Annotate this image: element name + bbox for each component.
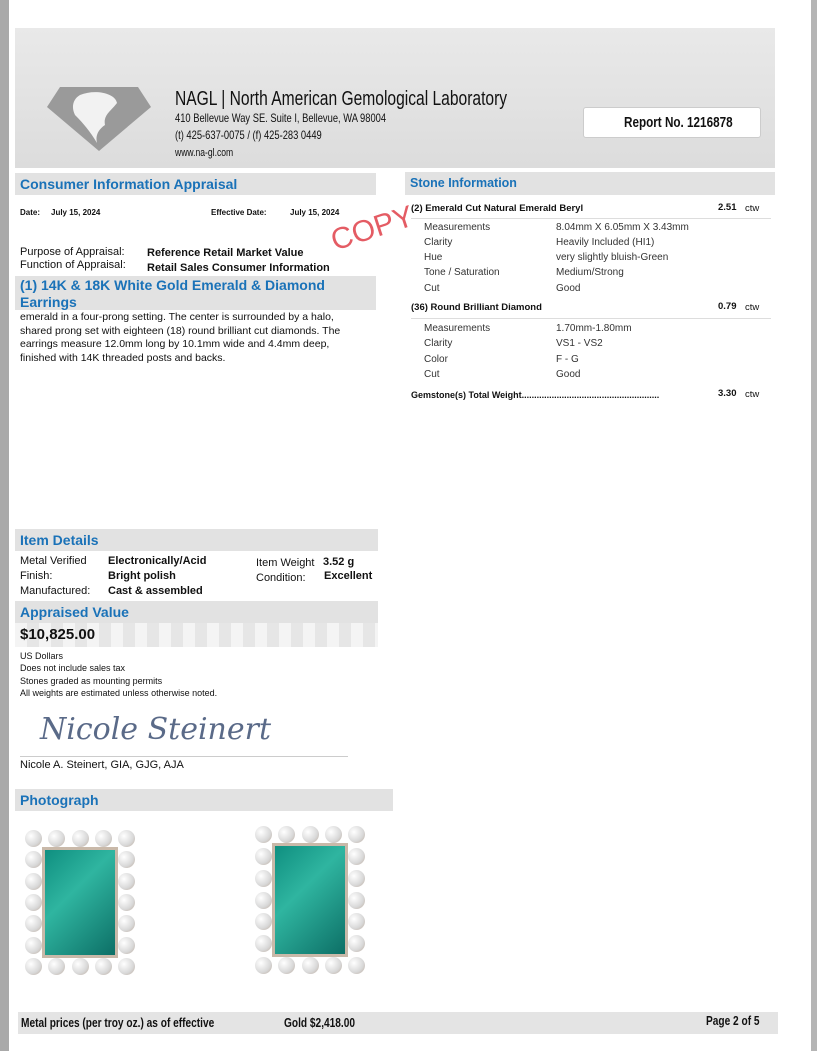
gold-price: Gold $2,418.00 xyxy=(284,1015,356,1030)
appraised-value-header: Appraised Value xyxy=(15,601,378,623)
halo-diamond xyxy=(348,935,365,952)
metal-prices-label: Metal prices (per troy oz.) as of effective xyxy=(21,1015,215,1030)
scan-edge-right xyxy=(811,0,817,1051)
description-line: emerald in a four-prong setting. The center is surrounded by a halo, xyxy=(20,311,334,323)
spec-value: Medium/Strong xyxy=(556,267,624,278)
halo-diamond xyxy=(348,870,365,887)
divider xyxy=(411,218,771,219)
spec-label: Tone / Saturation xyxy=(424,267,500,278)
value-note: Stones graded as mounting permits xyxy=(20,675,163,686)
halo-diamond xyxy=(348,892,365,909)
finish-label: Finish: xyxy=(20,570,53,582)
finish-value: Bright polish xyxy=(108,570,176,582)
lab-website[interactable]: www.na-gl.com xyxy=(175,147,234,159)
halo-diamond xyxy=(118,894,135,911)
item-weight-label: Item Weight xyxy=(256,557,315,569)
value-note: All weights are estimated unless otherwise noted. xyxy=(20,687,218,698)
signature: Nicole Steinert xyxy=(40,712,272,747)
spec-value: very slightly bluish-Green xyxy=(556,252,669,263)
spec-label: Measurements xyxy=(424,323,491,334)
stone-group-name: (36) Round Brilliant Diamond xyxy=(411,302,542,313)
halo-diamond xyxy=(255,870,272,887)
halo-diamond xyxy=(278,957,295,974)
description-line: earrings measure 12.0mm long by 10.1mm wide and 4.4mm deep, xyxy=(20,338,330,350)
halo-diamond xyxy=(302,826,319,843)
halo-diamond xyxy=(118,958,135,975)
halo-diamond xyxy=(25,958,42,975)
stone-group-unit: ctw xyxy=(745,203,760,214)
halo-diamond xyxy=(255,935,272,952)
spec-label: Clarity xyxy=(424,237,453,248)
halo-diamond xyxy=(118,873,135,890)
halo-diamond xyxy=(95,830,112,847)
spec-label: Color xyxy=(424,354,448,365)
halo-diamond xyxy=(48,830,65,847)
scan-edge-left xyxy=(0,0,9,1051)
halo-diamond xyxy=(118,830,135,847)
spec-label: Hue xyxy=(424,252,443,263)
halo-diamond xyxy=(25,830,42,847)
appraiser-name: Nicole A. Steinert, GIA, GJG, AJA xyxy=(20,759,184,771)
halo-diamond xyxy=(255,957,272,974)
spec-label: Clarity xyxy=(424,338,453,349)
lab-phone: (t) 425-637-0075 / (f) 425-283 0449 xyxy=(175,128,322,142)
date-label: Date: xyxy=(20,208,41,217)
item-weight-value: 3.52 g xyxy=(323,556,355,568)
lab-name: NAGL | North American Gemological Laboratory xyxy=(175,88,508,110)
halo-diamond xyxy=(95,958,112,975)
appraised-value-amount: $10,825.00 xyxy=(20,626,96,643)
halo-diamond xyxy=(255,826,272,843)
manufactured-value: Cast & assembled xyxy=(108,585,203,597)
total-weight-value: 3.30 xyxy=(718,388,737,399)
page-number: Page 2 of 5 xyxy=(706,1013,760,1028)
spec-value: 1.70mm-1.80mm xyxy=(556,323,632,334)
halo-diamond xyxy=(325,957,342,974)
total-weight-label: Gemstone(s) Total Weight....................................................... xyxy=(411,390,660,400)
halo-diamond xyxy=(255,913,272,930)
purpose-label: Purpose of Appraisal: xyxy=(20,246,125,258)
value-notes xyxy=(20,650,217,699)
halo-diamond xyxy=(348,826,365,843)
spec-label: Cut xyxy=(424,283,440,294)
description-line: shared prong set with eighteen (18) round brilliant cut diamonds. The xyxy=(20,324,341,337)
report-number: Report No. 1216878 xyxy=(624,114,733,131)
stone-group-weight: 0.79 xyxy=(718,301,737,312)
consumer-info-header: Consumer Information Appraisal xyxy=(15,173,376,195)
halo-diamond xyxy=(118,937,135,954)
spec-label: Measurements xyxy=(424,222,491,233)
stone-info-header: Stone Information xyxy=(405,172,775,195)
halo-diamond xyxy=(25,851,42,868)
halo-diamond xyxy=(278,826,295,843)
function-label: Function of Appraisal: xyxy=(20,259,126,271)
spec-value: VS1 - VS2 xyxy=(556,338,603,349)
halo-diamond xyxy=(255,892,272,909)
halo-diamond xyxy=(25,937,42,954)
condition-value: Excellent xyxy=(324,570,373,582)
halo-diamond xyxy=(255,848,272,865)
metal-label: Metal Verified xyxy=(20,555,87,567)
date-value: July 15, 2024 xyxy=(51,208,101,217)
spec-label: Cut xyxy=(424,369,440,380)
stone-group-unit: ctw xyxy=(745,302,760,313)
halo-diamond xyxy=(348,913,365,930)
description-line: finished with 14K threaded posts and backs. xyxy=(20,351,226,364)
report-number-box xyxy=(583,107,761,138)
item-details-header: Item Details xyxy=(15,529,378,551)
stone-group-weight: 2.51 xyxy=(718,202,737,213)
value-note: US Dollars xyxy=(20,651,64,661)
halo-diamond xyxy=(72,958,89,975)
halo-diamond xyxy=(118,915,135,932)
emerald-center-stone xyxy=(42,847,118,958)
halo-diamond xyxy=(118,851,135,868)
earring-photo-left xyxy=(25,830,135,975)
halo-diamond xyxy=(25,915,42,932)
spec-value: Good xyxy=(556,283,581,294)
effective-date-value: July 15, 2024 xyxy=(290,208,340,217)
earring-photo-right xyxy=(255,826,365,974)
photograph-header: Photograph xyxy=(15,789,393,811)
halo-diamond xyxy=(25,873,42,890)
diamond-globe-logo xyxy=(45,85,153,153)
copy-stamp: COPY xyxy=(326,199,418,258)
manufactured-label: Manufactured: xyxy=(20,585,91,597)
function-value: Retail Sales Consumer Information xyxy=(147,262,330,274)
effective-date-label: Effective Date: xyxy=(211,208,267,217)
halo-diamond xyxy=(48,958,65,975)
spec-value: Heavily Included (HI1) xyxy=(556,237,655,248)
emerald-center-stone xyxy=(272,843,348,957)
condition-label: Condition: xyxy=(256,572,306,584)
item-title: (1) 14K & 18K White Gold Emerald & Diamond Earrings xyxy=(15,276,376,310)
metal-value: Electronically/Acid xyxy=(108,555,207,567)
lab-address: 410 Bellevue Way SE. Suite I, Bellevue, WA 98004 xyxy=(175,111,387,125)
halo-diamond xyxy=(302,957,319,974)
halo-diamond xyxy=(348,848,365,865)
total-weight-unit: ctw xyxy=(745,389,760,400)
signature-line xyxy=(20,756,348,757)
item-description xyxy=(20,311,340,365)
stone-group-name: (2) Emerald Cut Natural Emerald Beryl xyxy=(411,203,584,214)
spec-value: Good xyxy=(556,369,581,380)
halo-diamond xyxy=(25,894,42,911)
spec-value: F - G xyxy=(556,354,579,365)
purpose-value: Reference Retail Market Value xyxy=(147,247,304,259)
divider xyxy=(411,318,771,319)
halo-diamond xyxy=(348,957,365,974)
value-note: Does not include sales tax xyxy=(20,663,126,674)
halo-diamond xyxy=(325,826,342,843)
halo-diamond xyxy=(72,830,89,847)
spec-value: 8.04mm X 6.05mm X 3.43mm xyxy=(556,222,689,233)
